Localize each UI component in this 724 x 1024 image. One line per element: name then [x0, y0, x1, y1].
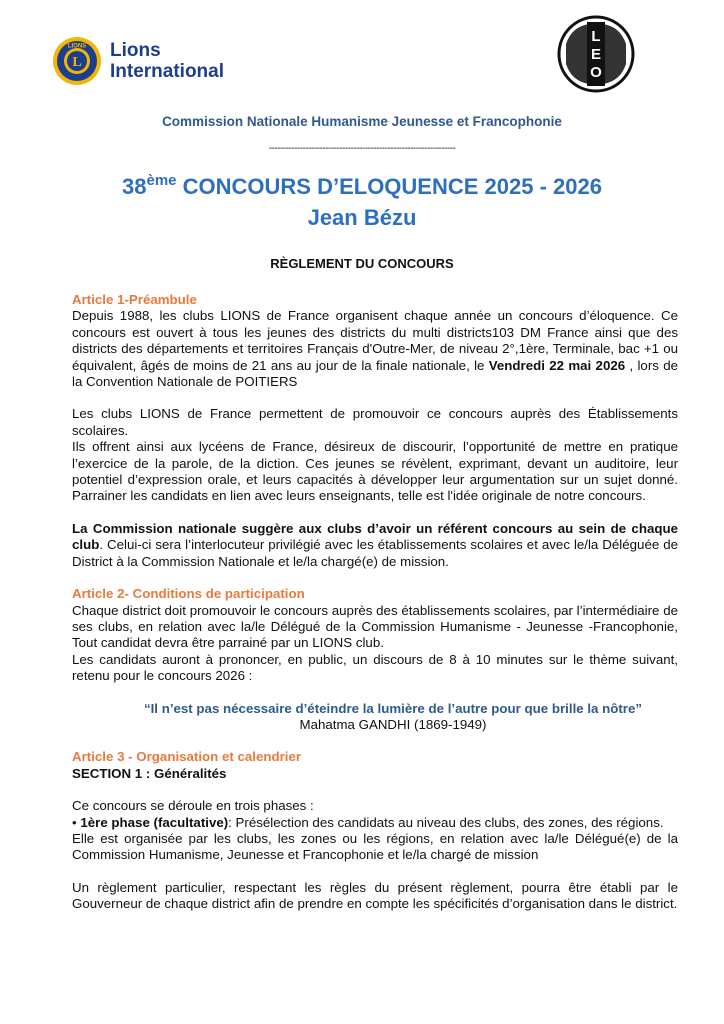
quote-author: Mahatma GANDHI (1869-1949) — [299, 716, 487, 732]
article-3-paragraph-1: Ce concours se déroule en trois phases : — [72, 798, 314, 814]
article-2-paragraph-2: Les candidats auront à prononcer, en public, un discours de 8 à 10 minutes sur le thème suivant, retenu pour le concours 2026 : — [72, 651, 678, 684]
contest-subtitle: Jean Bézu — [307, 205, 417, 230]
document-body — [72, 292, 678, 913]
article-1-paragraph-4: La Commission nationale suggère aux clubs d’avoir un référent concours au sein de chaque club. Celui-ci sera l’interlocuteur privilégié avec les établissements scolaires et avec le/la Déléguée de District à la Commission Nationale et le/la chargé(e) de mission. — [72, 520, 678, 569]
article-3-paragraph-3: Un règlement particulier, respectant les règles du présent règlement, pourra être établi par le Gouverneur de chaque district afin de prendre en compte les spécificités d’organisation dans le district. — [72, 879, 678, 912]
section-1-heading: SECTION 1 : Généralités — [72, 765, 227, 781]
article-1-paragraph-2: Les clubs LIONS de France permettent de promouvoir ce concours auprès des Établissements scolaires. — [72, 406, 678, 438]
lions-international-logo — [52, 36, 242, 88]
article-1-paragraph-1: Depuis 1988, les clubs LIONS de France organisent chaque année un concours d’éloquence. Ce concours est ouvert à tous les jeunes des districts du multi districts103 DM France ainsi que des districts des départements et territoires Français d'Outre-Mer, de niveau 2°,1ère, Terminale, bac +1 ou équivalent, âgés de moins de 21 ans au jour de la finale nationale, le Vendredi 22 mai 2026 , lors de la Convention Nationale de POITIERS — [72, 308, 678, 390]
article-3-paragraph-2: Elle est organisée par les clubs, les zones ou les régions, en relation avec la/le Délégué(e) de la Commission Humanisme, Jeunesse et Francophonie et le/la chargé de mission — [72, 830, 678, 863]
reglement-title: RÈGLEMENT DU CONCOURS — [270, 256, 454, 271]
article-2-heading: Article 2- Conditions de participation — [72, 586, 305, 602]
separator-line: ------------------------------------------------------------------ — [268, 143, 456, 154]
leo-letter-o: O — [590, 64, 602, 81]
svg-text:L: L — [72, 55, 82, 70]
article-1-paragraph-3: Ils offrent ainsi aux lycéens de France, désireux de discourir, l’opportunité de mettre en pratique l’exercice de la parole, de la diction. Ces jeunes se révèlent, exprimant, devant un auditoire, leur potentiel d’expression orale, et leurs capacités à développer leur argumentation sur un sujet donné. Parrainer les candidats en lien avec leurs enseignants, telle est l'idée originale de notre concours. — [72, 439, 678, 504]
lions-emblem-icon — [52, 36, 102, 86]
lions-logo-text: Lions International — [110, 40, 225, 82]
theme-quote: “Il n’est pas nécessaire d’éteindre la lumière de l’autre pour que brille la nôtre” — [143, 700, 643, 716]
leo-letter-e: E — [590, 46, 602, 63]
article-2-paragraph-1: Chaque district doit promouvoir le concours auprès des établissements scolaires, par l’intermédiaire de ses clubs, en relation avec la/le Délégué de la Commission Humanisme - Jeunesse -Francophonie, Tout candidat devra être parrainé par un LIONS club. — [72, 602, 678, 651]
leo-logo-icon — [556, 14, 636, 94]
article-1-heading: Article 1-Préambule — [72, 292, 197, 307]
phase-1-item: • 1ère phase (facultative): Présélection des candidats au niveau des clubs, des zones, des régions. — [72, 814, 664, 830]
contest-title: 38ème CONCOURS D’ELOQUENCE 2025 - 2026 — [122, 172, 602, 199]
lions-emblem-text: LIONS — [67, 43, 87, 50]
article-3-heading: Article 3 - Organisation et calendrier — [72, 749, 302, 765]
leo-letter-l: L — [591, 28, 601, 45]
commission-heading: Commission Nationale Humanisme Jeunesse et Francophonie — [162, 114, 562, 129]
